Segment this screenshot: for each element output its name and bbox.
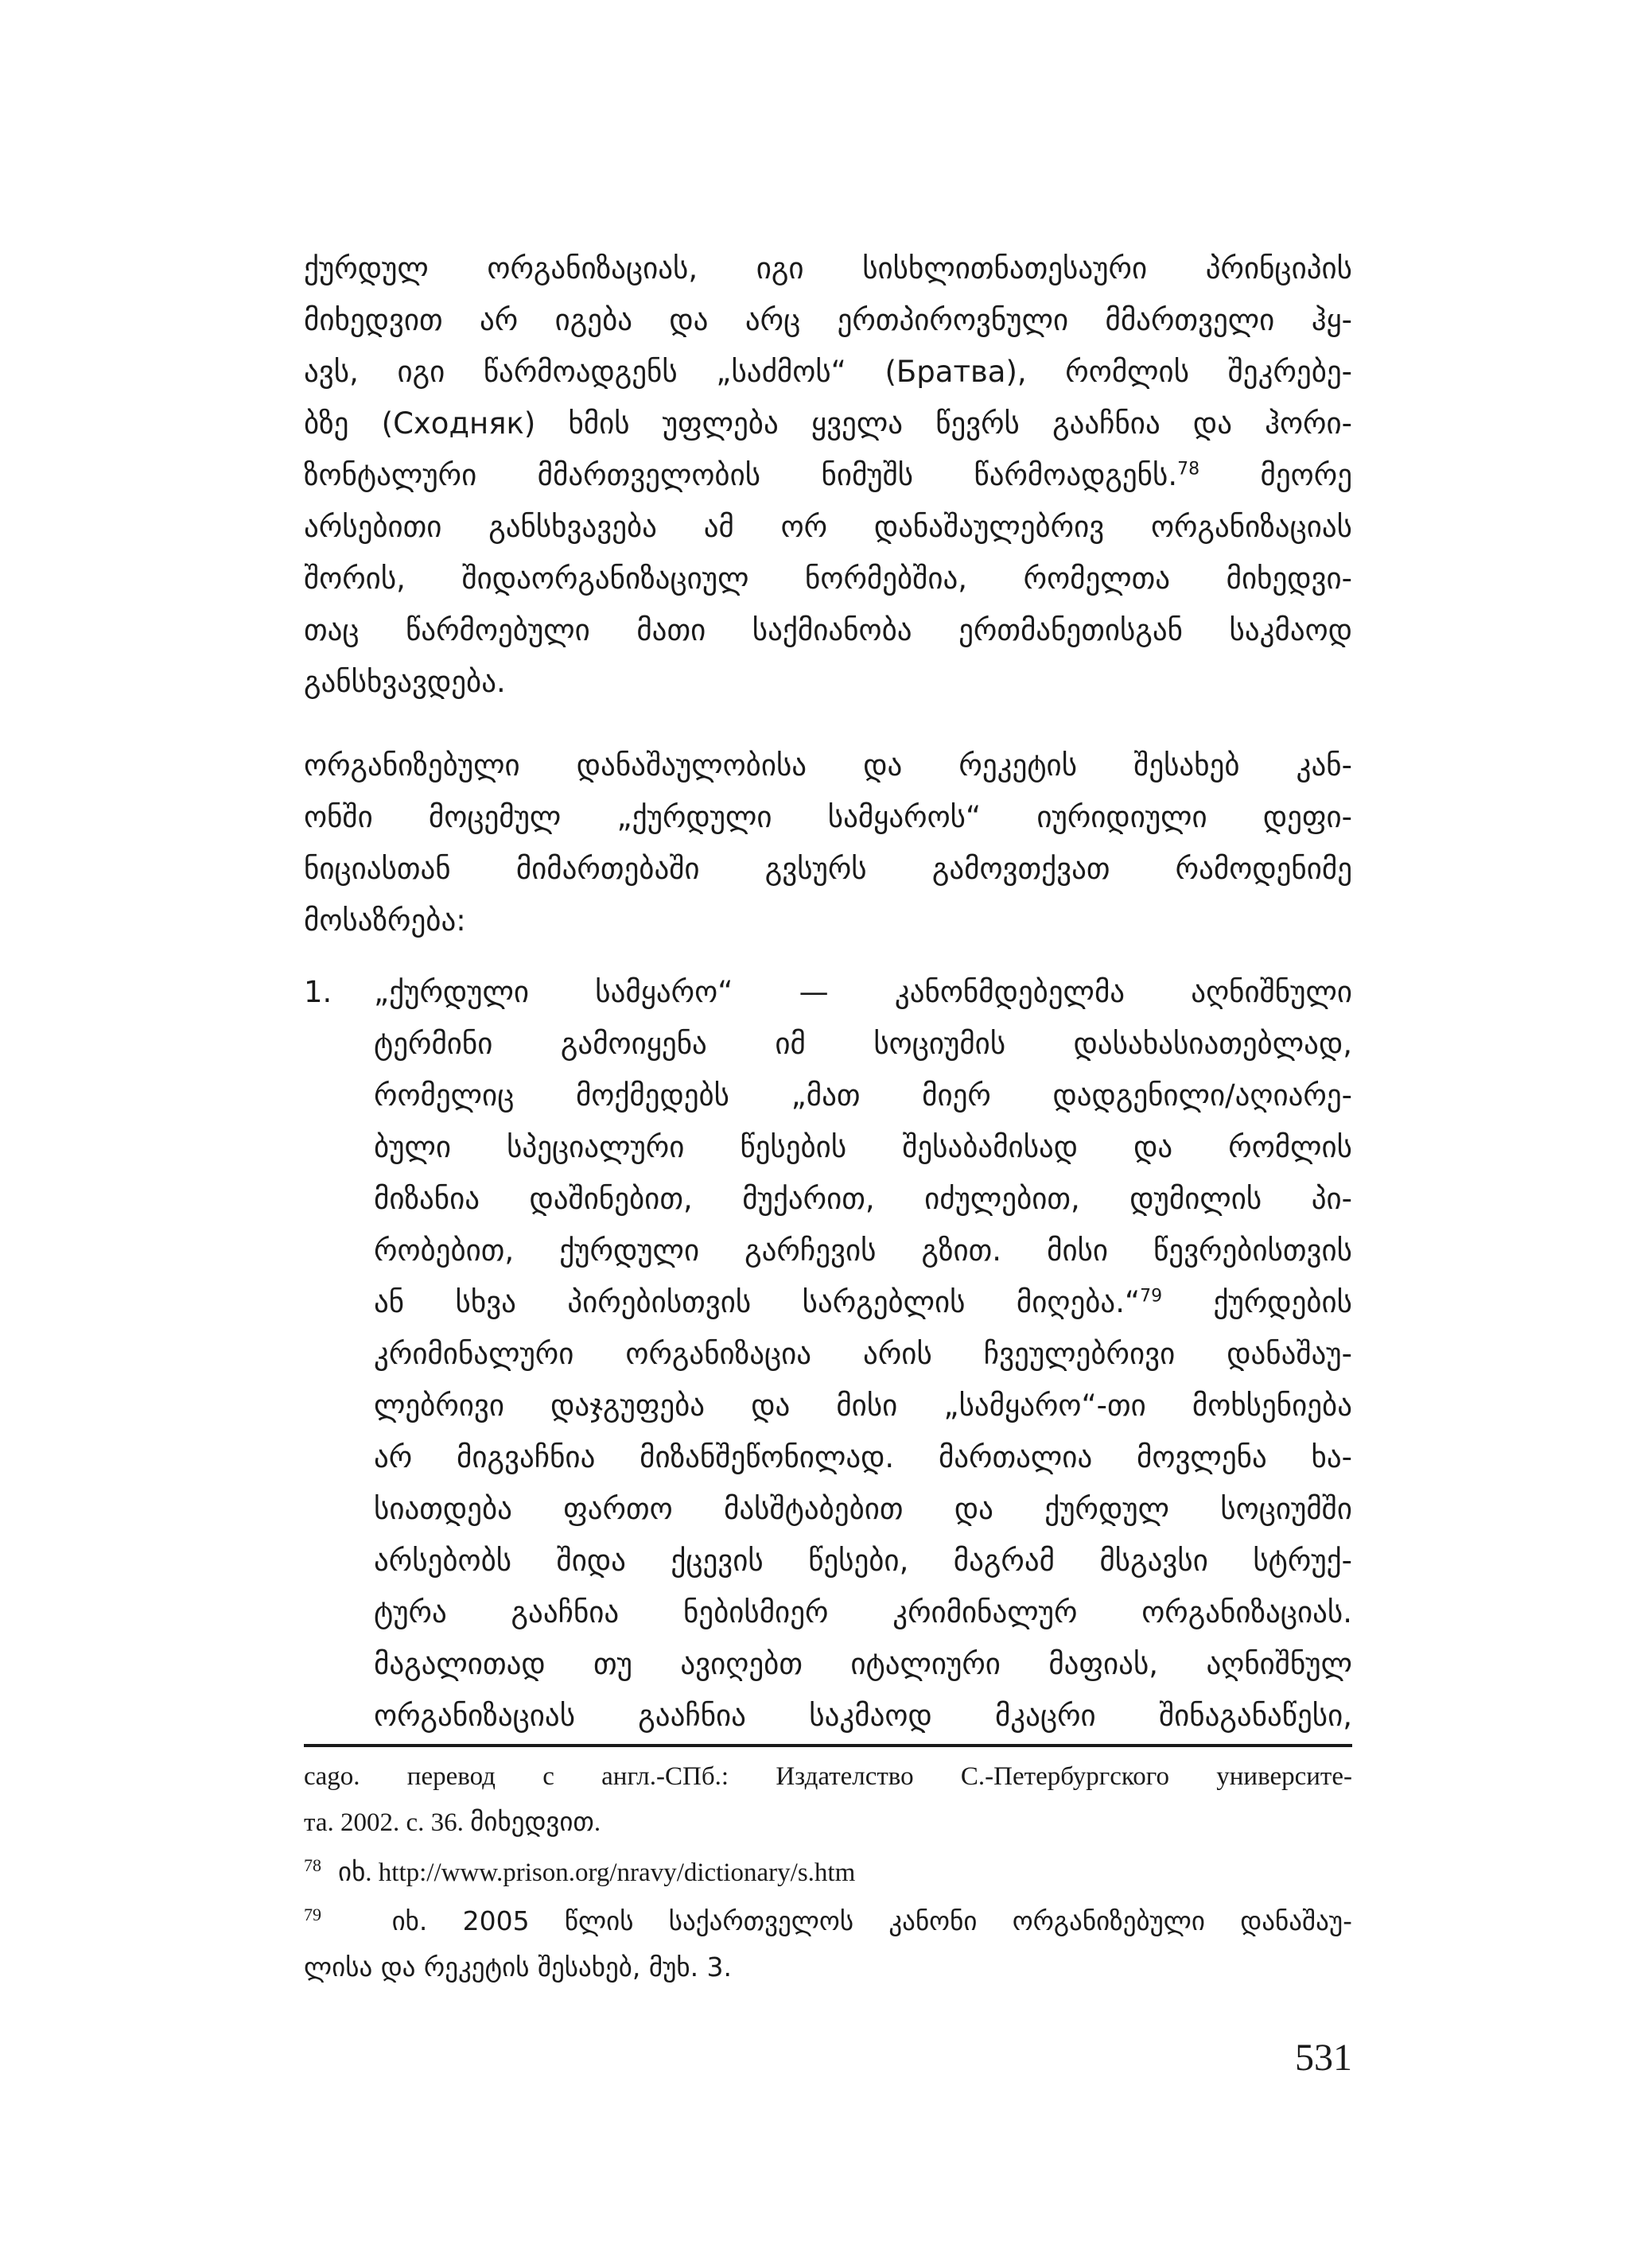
footnote-line <box>304 1849 1352 1895</box>
text-line: არ მიგვაჩნია მიზანშეწონილად. მართალია მოვლენა ხა- <box>374 1440 1352 1474</box>
text-line: რობებით, ქურდული გარჩევის გზით. მისი წევრებისთვის <box>374 1233 1352 1268</box>
footnote-mark-78: 78 <box>304 1855 321 1875</box>
footnote-78 <box>304 1849 1352 1895</box>
text-line: ავს, იგი წარმოადგენს „საძმოს“ (Братва), რომლის შეკრებე- <box>304 355 1352 389</box>
text-segment: ქურდების <box>1162 1285 1352 1319</box>
list-number: 1. <box>304 975 332 1009</box>
text-segment: ზონტალური მმართველობის ნიმუშს წარმოადგენს. <box>304 458 1178 492</box>
text-line: ბზე (Сходняк) ხმის უფლება ყველა წევრს გააჩნია და ჰორი- <box>304 406 1352 441</box>
text-line: მაგალითად თუ ავიღებთ იტალიური მაფიას, აღნიშნულ <box>374 1647 1352 1681</box>
text-line: მოსაზრება: <box>304 903 466 938</box>
text-line: სიათდება ფართო მასშტაბებით და ქურდულ სოციუმში <box>374 1492 1352 1526</box>
text-segment: ან სხვა პირებისთვის სარგებლის მიღება.“ <box>374 1285 1141 1319</box>
text-line: კრიმინალური ორგანიზაცია არის ჩვეულებრივი დანაშაუ- <box>374 1337 1352 1371</box>
text-line: არსებობს შიდა ქცევის წესები, მაგრამ მსგავსი სტრუქ- <box>374 1544 1352 1578</box>
text-line <box>374 1276 1352 1328</box>
footnote-mark-79: 79 <box>304 1905 321 1924</box>
page-number: 531 <box>1295 2037 1352 2079</box>
text-line: „ქურდული სამყარო“ — კანონმდებელმა აღნიშნული <box>374 975 1352 1009</box>
text-line: განსხვავდება. <box>304 665 506 699</box>
footnote-text[interactable]: იხ. http://www.prison.org/nravy/dictionary/s.htm <box>337 1858 856 1887</box>
text-line: რომელიც მოქმედებს „მათ მიერ დადგენილი/აღიარე- <box>374 1078 1352 1113</box>
footnote-text: იხ. 2005 წლის საქართველოს კანონი ორგანიზებული დანაშაუ- <box>391 1905 1352 1936</box>
text-line: ნიციასთან მიმართებაში გვსურს გამოვთქვათ რამოდენიმე <box>304 852 1352 886</box>
footnote-79 <box>304 1898 1352 1990</box>
footnote-continuation <box>304 1753 1352 1846</box>
text-line: ქურდულ ორგანიზაციას, იგი სისხლითნათესაური პრინციპის <box>304 251 1352 285</box>
footnote-line: та. 2002. с. 36. მიხედვით. <box>304 1808 601 1837</box>
text-line: ორგანიზებული დანაშაულობისა და რეკეტის შესახებ კან- <box>304 748 1352 783</box>
text-line: ტერმინი გამოიყენა იმ სოციუმის დასახასიათებლად, <box>374 1027 1352 1061</box>
text-line: არსებითი განსხვავება ამ ორ დანაშაულებრივ ორგანიზაციას <box>304 510 1352 544</box>
paragraph-1 <box>304 243 1352 708</box>
footnote-line: cago. перевод с англ.-СПб.: Издателство С.-Петербургского университе- <box>304 1762 1352 1791</box>
text-segment: მეორე <box>1199 458 1352 492</box>
text-line: ბული სპეციალური წესების შესაბამისად და რომლის <box>374 1130 1352 1164</box>
text-line: მიხედვით არ იგება და არც ერთპიროვნული მმართველი ჰყ- <box>304 303 1352 337</box>
footnote-line <box>304 1898 1352 1944</box>
text-line: მიზანია დაშინებით, მუქარით, იძულებით, დუმილის პი- <box>374 1182 1352 1216</box>
text-line <box>304 449 1352 501</box>
text-line: ლებრივი დაჯგუფება და მისი „სამყარო“-თი მოხსენიება <box>374 1388 1352 1423</box>
list-item-body <box>374 966 1352 1742</box>
footnote-ref-78[interactable]: 78 <box>1177 459 1200 480</box>
paragraph-2 <box>304 740 1352 946</box>
text-line: ონში მოცემულ „ქურდული სამყაროს“ იურიდიული დეფი- <box>304 800 1352 834</box>
footnote-line: ლისა და რეკეტის შესახებ, მუხ. 3. <box>304 1951 733 1983</box>
text-line: შორის, შიდაორგანიზაციულ ნორმებშია, რომელთა მიხედვი- <box>304 561 1352 596</box>
footnote-ref-79[interactable]: 79 <box>1140 1286 1163 1307</box>
text-line: თაც წარმოებული მათი საქმიანობა ერთმანეთისგან საკმაოდ <box>304 613 1352 647</box>
text-line: ტურა გააჩნია ნებისმიერ კრიმინალურ ორგანიზაციას. <box>374 1595 1352 1629</box>
footnote-divider <box>304 1744 1352 1747</box>
text-line: ორგანიზაციას გააჩნია საკმაოდ მკაცრი შინაგანაწესი, <box>374 1699 1352 1733</box>
